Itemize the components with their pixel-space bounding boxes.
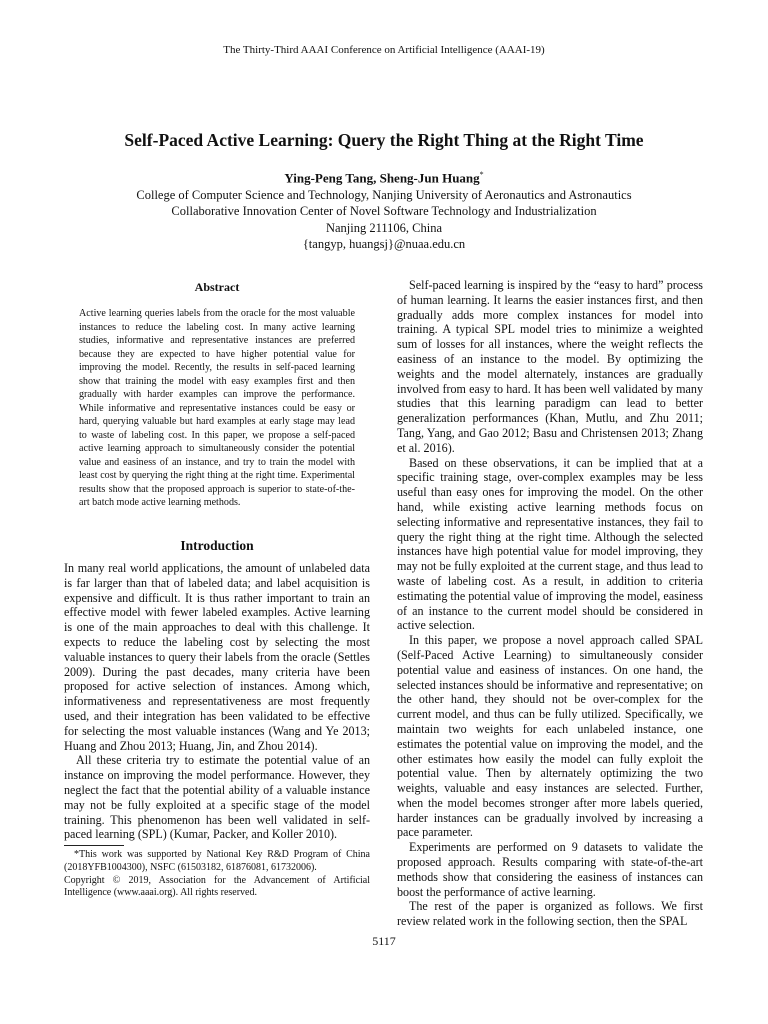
footnote-rule — [64, 845, 124, 846]
paragraph: Based on these observations, it can be implied that at a specific training stage, over-complex examples may be less useful than easy ones for improving the model. On the other hand, while existing active learning methods focus on selecting informative and representative instances, they fail to query the right thing at the right time. Although the selected instances have high potential value for model improving, they may not be fully exploited at the current stage, and thus lead to waste of labeling cost. As a result, in addition to criteria estimating the potential value of improving the model, easiness of an instance to the current model should be considered in active selection. — [397, 455, 703, 633]
paragraph: In many real world applications, the amount of unlabeled data is far larger than that of labeled data; and label acquisition is expensive and difficult. It is thus rather important to train an effective model with fewer labeled examples. Active learning is one of the main approaches to deal with this challenge. It expects to reduce the labeling cost by selecting the most valuable instances to query their labels from the oracle (Settles 2009). During the past decades, many criteria have been proposed for active selection of instances. Among which, informativeness and representativeness are most frequently used, and their integration has been validated to be effective for selecting the most valuable instances (Wang and Ye 2013; Huang and Zhou 2013; Huang, Jin, and Zhou 2014). — [64, 561, 370, 753]
author-footnote-mark: * — [479, 170, 484, 179]
paragraph: Self-paced learning is inspired by the “easy to hard” process of human learning. It learns the easier instances first, and then gradually adds more complex instances for model into training. A typical SPL model tries to minimize a weighted sum of losses for all instances, where the weight reflects the easiness of an instance to the model. By optimizing the weights and the model alternately, instances are gradually involved from easy to hard. It has been well validated by many studies that this learning paradigm can lead to better generalization performances (Khan, Mutlu, and Zhu 2011; Tang, Yang, and Gao 2012; Basu and Christensen 2013; Zhang et al. 2016). — [397, 278, 703, 455]
paragraph: Experiments are performed on 9 datasets to validate the proposed approach. Results comparing with state-of-the-art methods show that considering the easiness of instances can boost the performance of active learning. — [397, 840, 703, 899]
paragraph: All these criteria try to estimate the potential value of an instance on improving the model performance. However, they neglect the fact that the potential ability of a valuable instance may not be fully exploited at a specific stage of the model training. This phenomenon has been well validated in self-paced learning (SPL) (Kumar, Packer, and Koller 2010). — [64, 753, 370, 842]
affiliation-line: Nanjing 211106, China — [325, 220, 443, 235]
author-names: Ying-Peng Tang, Sheng-Jun Huang — [284, 170, 480, 186]
affiliation-line: College of Computer Science and Technology, Nanjing University of Aeronautics and Astronautics — [136, 188, 632, 202]
footnote-block — [64, 849, 370, 900]
conference-header: The Thirty-Third AAAI Conference on Artificial Intelligence (AAAI-19) — [223, 44, 545, 56]
paragraph: In this paper, we propose a novel approach called SPAL (Self-Paced Active Learning) to simultaneously consider potential value and easiness of instances. On one hand, the selected instances should be informative and representative; on the other hand, they should not be over-complex for the current model, and thus can be fully utilized. Specifically, we maintain two weights for each unlabeled instance, one estimates the potential value on improving the model, and the other estimates how easily the model can fully exploit the potential value. Then by alternately optimizing the two weights, valuable and easy instances are selected. Further, when the model becomes stronger after more labels queried, harder instances can be gradually involved by increasing a pace parameter. — [397, 633, 703, 840]
author-line — [0, 170, 768, 186]
right-column — [397, 278, 703, 929]
introduction-heading: Introduction — [180, 538, 254, 553]
paper-title: Self-Paced Active Learning: Query the Right Thing at the Right Time — [124, 130, 644, 150]
abstract-heading: Abstract — [194, 280, 240, 294]
funding-footnote: *This work was supported by National Key R&D Program of China (2018YFB1004300), NSFC (61503182, 61876081, 61732006). — [64, 849, 370, 873]
affiliation-line: Collaborative Innovation Center of Novel Software Technology and Industrialization — [171, 204, 597, 219]
affiliation-block — [0, 187, 768, 252]
abstract-text: Active learning queries labels from the oracle for the most valuable instances to reduce the labeling cost. In many active learning studies, informative and representative instances are preferred because they are expected to have higher potential value for improving the model. Recently, the results in self-paced learning show that training the model with easy examples first and then gradually with harder examples can improve the performance. While informative and representative instances could be easy or hard, querying valuable but hard examples at early stage may lead to waste of labeling cost. In this paper, we propose a self-paced active learning approach to simultaneously consider the potential value and easiness of an instance, and try to train the model with least cost by querying the right thing at the right time. Experimental results show that the proposed approach is superior to state-of-the-art batch mode active learning methods. — [79, 308, 355, 508]
introduction-body — [64, 561, 370, 842]
page-number: 5117 — [372, 934, 396, 948]
author-emails: {tangyp, huangsj}@nuaa.edu.cn — [302, 236, 466, 251]
paragraph: The rest of the paper is organized as follows. We first review related work in the following section, then the SPAL — [397, 899, 703, 929]
copyright-notice: Copyright © 2019, Association for the Advancement of Artificial Intelligence (www.aaai.org). All rights reserved. — [64, 874, 370, 899]
